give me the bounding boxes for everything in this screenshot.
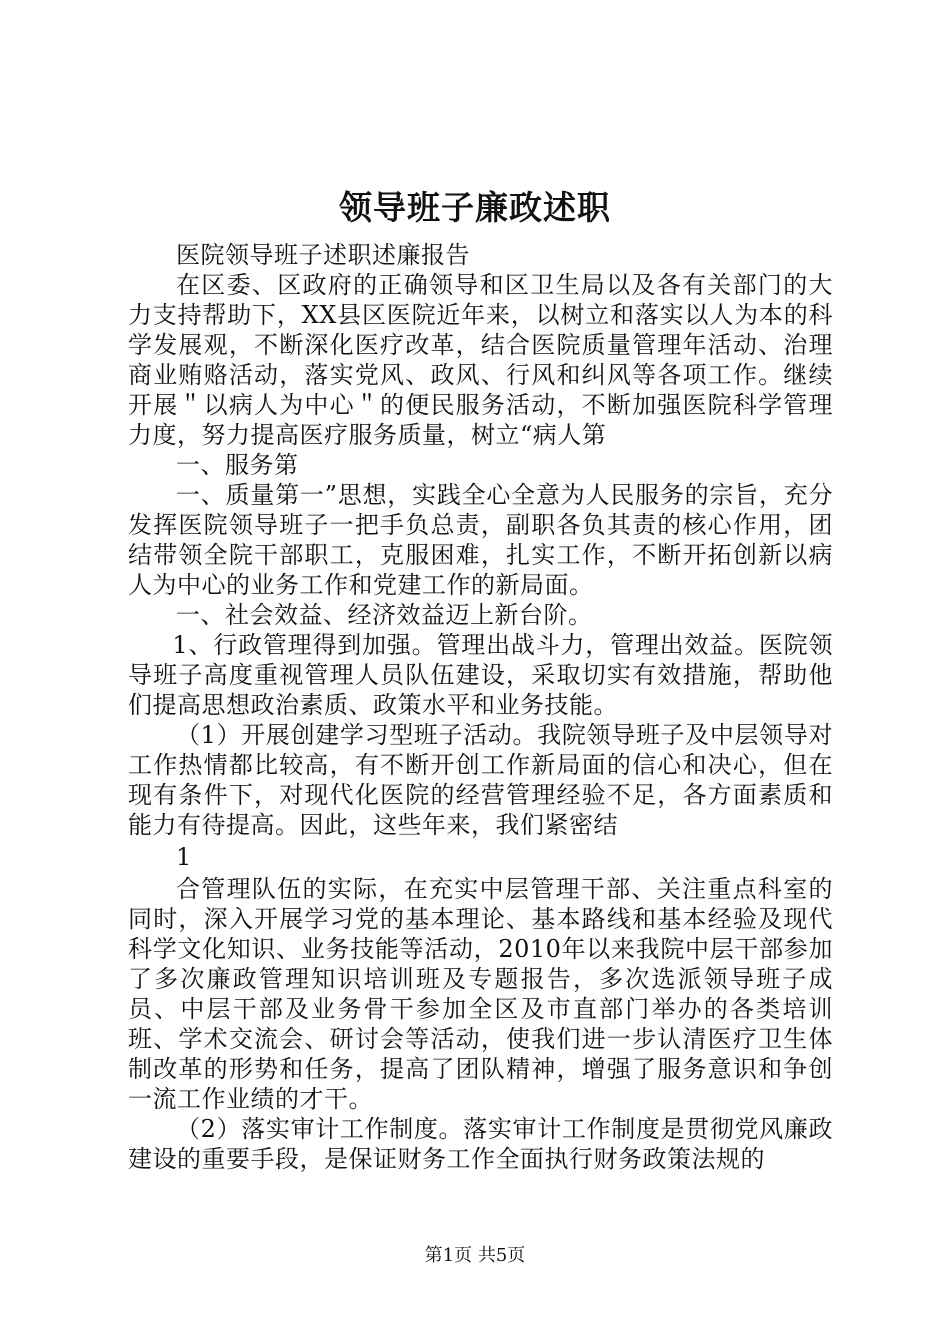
paragraph-intro: 在区委、区政府的正确领导和区卫生局以及各有关部门的大力支持帮助下，XX县区医院近年来，以树立和落实以人为本的科学发展观，不断深化医疗改革，结合医院质量管理年活动、治理商业贿赂活动，落实党风、政风、行风和纠风等各项工作。继续开展＂以病人为中心＂的便民服务活动，不断加强医院科学管理力度，努力提高医疗服务质量，树立“病人第 bbox=[128, 271, 833, 449]
inline-page-number: 1 bbox=[176, 843, 192, 871]
page-footer: 第1页 共5页 bbox=[424, 1245, 526, 1266]
paragraph-quality-first: 一、质量第一”思想，实践全心全意为人民服务的宗旨，充分发挥医院领导班子一把手负总责，副职各负其责的核心作用，团结带领全院干部职工，克服困难，扎实工作，不断开拓创新以病人为中心的业务工作和党建工作的新局面。 bbox=[128, 481, 833, 599]
paragraph-subtitle: 医院领导班子述职述廉报告 bbox=[176, 241, 470, 269]
paragraph-admin-management: 1、行政管理得到加强。管理出战斗力，管理出效益。医院领导班子高度重视管理人员队伍建设，采取切实有效措施，帮助他们提高思想政治素质、政策水平和业务技能。 bbox=[128, 631, 833, 719]
paragraph-management-team: 合管理队伍的实际，在充实中层管理干部、关注重点科室的同时，深入开展学习党的基本理论、基本路线和基本经验及现代科学文化知识、业务技能等活动，2010年以来我院中层干部参加了多次廉政管理知识培训班及专题报告，多次选派领导班子成员、中层干部及业务骨干参加全区及市直部门举办的各类培训班、学术交流会、研讨会等活动，使我们进一步认清医疗卫生体制改革的形势和任务，提高了团队精神，增强了服务意识和争创一流工作业绩的才干。 bbox=[128, 875, 833, 1113]
paragraph-learning-team: （1）开展创建学习型班子活动。我院领导班子及中层领导对工作热情都比较高，有不断开创工作新局面的信心和决心，但在现有条件下，对现代化医院的经营管理经验不足，各方面素质和能力有待提高。因此，这些年来，我们紧密结 bbox=[128, 721, 833, 839]
document-title: 领导班子廉政述职 bbox=[339, 188, 611, 227]
paragraph-service-first: 一、服务第 bbox=[176, 451, 299, 479]
paragraph-audit-system: （2）落实审计工作制度。落实审计工作制度是贯彻党风廉政建设的重要手段，是保证财务工作全面执行财务政策法规的 bbox=[128, 1115, 833, 1173]
paragraph-section-heading: 一、社会效益、经济效益迈上新台阶。 bbox=[176, 601, 593, 629]
document-body bbox=[128, 240, 833, 1174]
